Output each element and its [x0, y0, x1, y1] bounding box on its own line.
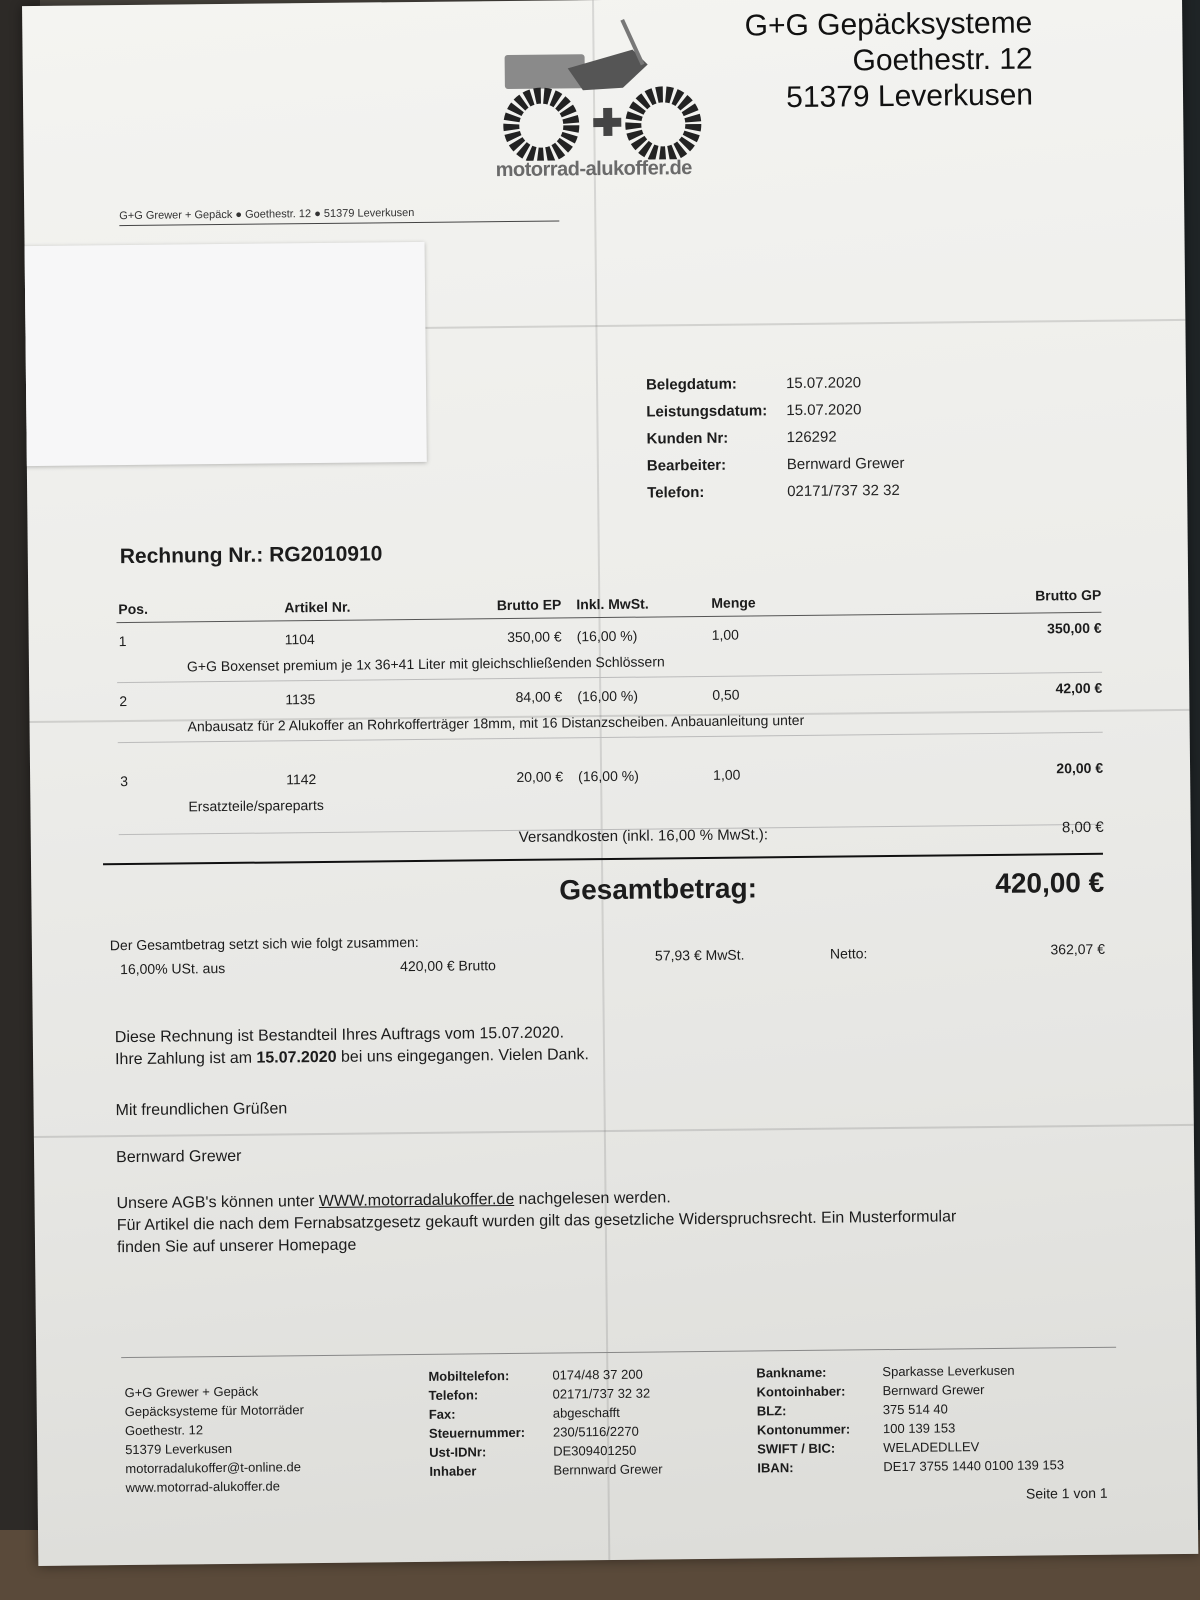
- footer-bank-info: Bankname: Sparkasse Leverkusen Kontoinhaber: Bernward Grewer BLZ: 375 514 40 Kontonummer: 100 139 153 SWIFT / BIC: WELADEDLLEV IBAN: DE17 3755 1440 0100 139 153: [756, 1362, 1065, 1476]
- fold-line: [34, 1124, 1194, 1138]
- terms-block: [116, 1184, 956, 1259]
- breakdown-mwst: 57,93 € MwSt.: [654, 946, 745, 964]
- header-artikel: Artikel Nr.: [284, 598, 351, 616]
- footer-street: Goethestr. 12: [124, 1422, 204, 1439]
- row-artikel: 1135: [285, 691, 316, 708]
- table-row: [116, 613, 1102, 683]
- row-ep: 84,00 €: [515, 688, 563, 705]
- company-city: 51379 Leverkusen: [785, 78, 1034, 115]
- breakdown-brutto: 420,00 € Brutto: [400, 957, 496, 975]
- breakdown-rate: 16,00% USt. aus: [120, 959, 226, 978]
- company-name: G+G Gepäcksysteme: [744, 6, 1033, 43]
- invoice-number: Rechnung Nr.: RG2010910: [119, 542, 383, 569]
- footer-email[interactable]: motorradalukoffer@t-online.de: [125, 1459, 301, 1477]
- shipping-label: Versandkosten (inkl. 16,00 % MwSt.):: [518, 826, 769, 846]
- order-note: Diese Rechnung ist Bestandteil Ihres Auftrags vom 15.07.2020.: [114, 1024, 565, 1047]
- company-logo: [472, 9, 714, 192]
- meta-row: Leistungsdatum: 15.07.2020: [646, 401, 862, 421]
- agb-note: Unsere AGB's können unter WWW.motorradalukoffer.de nachgelesen werden.: [116, 1189, 671, 1213]
- footer-contact-info: Mobiltelefon: 0174/48 37 200 Telefon: 02171/737 32 32 Fax: abgeschafft Steuernummer: 230/5116/2270 Ust-IDNr: DE309401250 Inhaber Bernnward Grewer: [428, 1366, 663, 1479]
- breakdown-netto-value: 362,07 €: [1050, 940, 1106, 958]
- total-value: 420,00 €: [995, 866, 1105, 899]
- meta-row: Bearbeiter: Bernward Grewer: [646, 454, 905, 475]
- meta-row: Kunden Nr: 126292: [646, 428, 837, 448]
- invoice-paper: [22, 0, 1198, 1566]
- logo-url: motorrad-alukoffer.de: [495, 157, 692, 182]
- header-brutto-gp: Brutto GP: [1035, 586, 1102, 604]
- company-street: Goethestr. 12: [852, 42, 1033, 78]
- line-items-table: [116, 585, 1103, 835]
- footer-city: 51379 Leverkusen: [125, 1440, 233, 1458]
- row-gp: 350,00 €: [1047, 619, 1102, 637]
- order-reference: [115, 1022, 589, 1071]
- shipping-value: 8,00 €: [1061, 818, 1104, 837]
- row-mwst: (16,00 %): [578, 767, 639, 785]
- header-menge: Menge: [711, 594, 756, 611]
- footer-company-desc: Gepäcksysteme für Motorräder: [124, 1402, 305, 1420]
- row-menge: 0,50: [712, 686, 740, 703]
- page-number: Seite 1 von 1: [1025, 1484, 1108, 1502]
- row-ep: 350,00 €: [507, 628, 562, 646]
- row-gp: 42,00 €: [1055, 679, 1103, 697]
- redacted-address-sticker: [22, 242, 427, 466]
- row-artikel: 1104: [284, 631, 315, 648]
- row-menge: 1,00: [711, 626, 739, 643]
- payment-date: 15.07.2020: [256, 1048, 337, 1067]
- payment-note: Ihre Zahlung ist am 15.07.2020 bei uns eingegangen. Vielen Dank.: [114, 1046, 589, 1069]
- tax-breakdown: [109, 927, 1106, 978]
- widerruf-line-2: finden Sie auf unserer Homepage: [116, 1236, 357, 1257]
- meta-row: Belegdatum: 15.07.2020: [645, 374, 862, 394]
- greeting: Mit freundlichen Grüßen: [115, 1100, 288, 1120]
- table-row: [117, 673, 1103, 743]
- row-mwst: (16,00 %): [577, 687, 639, 705]
- meta-row: Telefon: 02171/737 32 32: [647, 481, 900, 502]
- row-gp: 20,00 €: [1056, 759, 1104, 777]
- signature-name: Bernward Grewer: [116, 1147, 242, 1167]
- row-description: G+G Boxenset premium je 1x 36+41 Liter mit gleichschließenden Schlössern: [186, 653, 665, 675]
- row-mwst: (16,00 %): [576, 627, 638, 645]
- row-description: Anbausatz für 2 Alukoffer an Rohrkofferträger 18mm, mit 16 Distanzscheiben. Anbauanleitung unter: [187, 711, 805, 735]
- footer-company-info: [124, 1381, 304, 1497]
- breakdown-intro: Der Gesamtbetrag setzt sich wie folgt zusammen:: [109, 933, 419, 954]
- agb-link[interactable]: WWW.motorradalukoffer.de: [318, 1190, 515, 1211]
- grand-total: [119, 867, 1104, 917]
- footer-website[interactable]: www.motorrad-alukoffer.de: [125, 1478, 281, 1496]
- row-pos: 2: [119, 693, 128, 710]
- row-pos: 3: [120, 773, 129, 790]
- breakdown-netto-label: Netto:: [829, 945, 868, 962]
- row-artikel: 1142: [286, 771, 317, 788]
- header-brutto-ep: Brutto EP: [496, 596, 562, 614]
- row-pos: 1: [118, 633, 127, 650]
- row-menge: 1,00: [713, 766, 741, 783]
- sender-address-line: G+G Grewer + Gepäck ● Goethestr. 12 ● 51379 Leverkusen: [119, 205, 559, 226]
- footer-divider: [121, 1347, 1116, 1358]
- header-mwst: Inkl. MwSt.: [576, 595, 649, 613]
- row-ep: 20,00 €: [516, 768, 564, 785]
- total-label: Gesamtbetrag:: [559, 872, 758, 906]
- row-description: Ersatzteile/spareparts: [188, 796, 324, 815]
- company-address-header: [744, 5, 1033, 116]
- widerruf-line-1: Für Artikel die nach dem Fernabsatzgesetz gekauft wurden gilt das gesetzliche Widerspruchsrecht. Ein Musterformular: [116, 1208, 957, 1235]
- invoice-meta: [646, 369, 905, 507]
- header-pos: Pos.: [118, 600, 149, 618]
- footer-company-name: G+G Grewer + Gepäck: [124, 1383, 259, 1401]
